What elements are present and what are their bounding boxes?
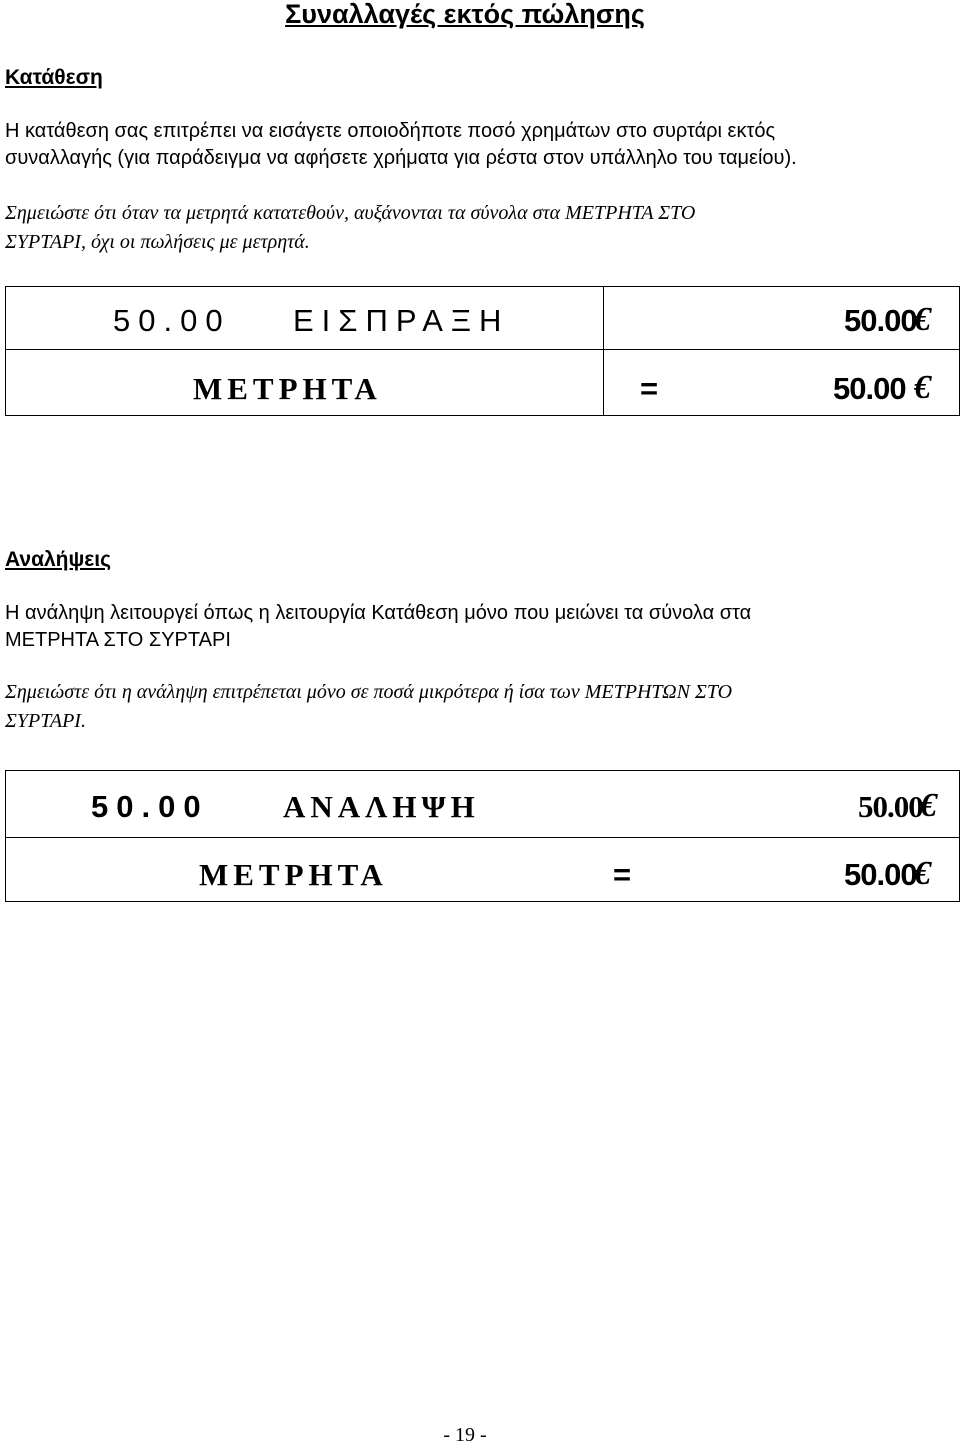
deposit-heading: Κατάθεση: [5, 66, 103, 89]
withdrawal-note: [5, 678, 935, 736]
withdrawal-note-line-2: ΣΥΡΤΑΡΙ.: [5, 710, 86, 732]
withdrawal-receipt-cash-label: ΜΕΤΡΗΤΑ: [199, 857, 388, 892]
withdrawal-receipt-box: [5, 770, 960, 902]
deposit-receipt-cash-label: ΜΕΤΡΗΤΑ: [193, 371, 382, 406]
withdrawal-receipt-label: ΑΝΑΛΗΨΗ: [283, 789, 480, 824]
euro-icon: €: [914, 855, 931, 892]
withdrawal-text: [5, 600, 935, 654]
euro-icon: €: [914, 369, 931, 406]
deposit-text-line-2: συναλλαγής (για παράδειγμα να αφήσετε χρήματα για ρέστα στον υπάλληλο του ταμείου).: [5, 147, 797, 169]
euro-icon: €: [914, 301, 931, 338]
deposit-text-line-1: Η κατάθεση σας επιτρέπει να εισάγετε οποιοδήποτε ποσό χρημάτων στο συρτάρι εκτός: [5, 120, 776, 142]
euro-icon: €: [920, 787, 937, 824]
deposit-receipt-equals: =: [640, 371, 658, 406]
withdrawal-receipt-equals: =: [613, 857, 631, 892]
receipt-divider-horizontal: [6, 837, 959, 838]
deposit-text: [5, 118, 935, 172]
withdrawal-text-line-2: ΜΕΤΡΗΤΑ ΣΤΟ ΣΥΡΤΑΡΙ: [5, 629, 231, 651]
withdrawal-note-line-1: Σημειώστε ότι η ανάληψη επιτρέπεται μόνο σε ποσά μικρότερα ή ίσα των ΜΕΤΡΗΤΩΝ ΣΤΟ: [5, 681, 733, 703]
deposit-note-line-1: Σημειώστε ότι όταν τα μετρητά κατατεθούν, αυξάνονται τα σύνολα στα ΜΕΤΡΗΤΑ ΣΤΟ: [5, 202, 696, 224]
deposit-note-line-2: ΣΥΡΤΑΡΙ, όχι οι πωλήσεις με μετρητά.: [5, 231, 310, 253]
deposit-note: [5, 199, 935, 257]
deposit-receipt-cash-total: 50.00: [833, 371, 906, 406]
withdrawal-receipt-cash-total: 50.00: [844, 857, 917, 892]
page-title: Συναλλαγές εκτός πώλησης: [285, 0, 645, 29]
page-number: - 19 -: [443, 1424, 487, 1446]
withdrawal-text-line-1: Η ανάληψη λειτουργεί όπως η λειτουργία Κατάθεση μόνο που μειώνει τα σύνολα στα: [5, 602, 752, 624]
receipt-divider-vertical: [603, 287, 604, 415]
deposit-receipt-label: ΕΙΣΠΡΑΞΗ: [293, 303, 510, 338]
receipt-divider-horizontal: [6, 349, 959, 350]
deposit-receipt-total: 50.00: [844, 303, 917, 338]
withdrawal-receipt-amount: 50.00: [91, 789, 209, 824]
withdrawal-receipt-total: 50.00: [858, 789, 923, 824]
deposit-receipt-box: [5, 286, 960, 416]
withdrawal-heading: Αναλήψεις: [5, 548, 112, 571]
deposit-receipt-amount: 50.00: [113, 303, 231, 338]
